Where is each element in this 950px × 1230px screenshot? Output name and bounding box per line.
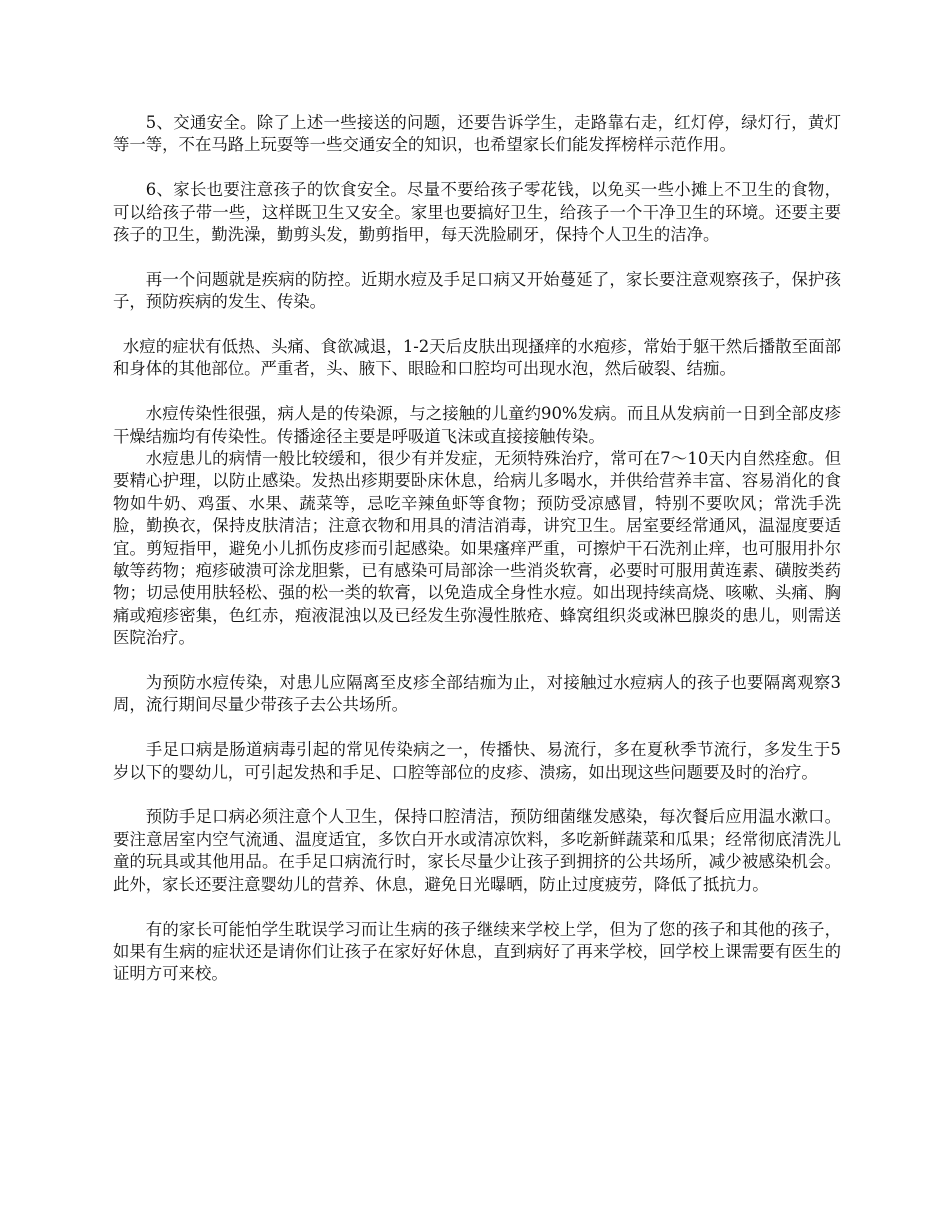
- paragraph-disease-control: 再一个问题就是疾病的防控。近期水痘及手足口病又开始蔓延了，家长要注意观察孩子，保护孩子，预防疾病的发生、传染。: [113, 269, 841, 312]
- document-page: [113, 112, 841, 1008]
- paragraph-food-safety: 6、家长也要注意孩子的饮食安全。尽量不要给孩子零花钱，以免买一些小摊上不卫生的食物，可以给孩子带一些，这样既卫生又安全。家里也要搞好卫生，给孩子一个干净卫生的环境。还要主要孩子的卫生，勤洗澡，勤剪头发，勤剪指甲，每天洗脸刷牙，保持个人卫生的洁净。: [113, 180, 841, 245]
- paragraph-chickenpox-symptoms: 水痘的症状有低热、头痛、食欲减退，1-2天后皮肤出现搔痒的水疱疹，常始于躯干然后播散至面部和身体的其他部位。严重者，头、腋下、眼睑和口腔均可出现水泡，然后破裂、结痂。: [113, 337, 841, 379]
- paragraph-chickenpox-prevention: 为预防水痘传染，对患儿应隔离至皮疹全部结痂为止，对接触过水痘病人的孩子也要隔离观察3周，流行期间尽量少带孩子去公共场所。: [113, 673, 841, 715]
- paragraph-hfmd-intro: 手足口病是肠道病毒引起的常见传染病之一，传播快、易流行，多在夏秋季节流行，多发生于5岁以下的婴幼儿，可引起发热和手足、口腔等部位的皮疹、溃疡，如出现这些问题要及时的治疗。: [113, 740, 841, 782]
- paragraph-chickenpox-contagion: 水痘传染性很强，病人是的传染源，与之接触的儿童约90%发病。而且从发病前一日到全部皮疹干燥结痂均有传染性。传播途径主要是呼吸道飞沫或直接接触传染。: [113, 404, 841, 446]
- paragraph-hfmd-prevention: 预防手足口病必须注意个人卫生，保持口腔清洁，预防细菌继发感染，每次餐后应用温水漱口。要注意居室内空气流通、温度适宜，多饮白开水或清凉饮料，多吃新鲜蔬菜和瓜果；经常彻底清洗儿童的玩具或其他用品。在手足口病流行时，家长尽量少让孩子到拥挤的公共场所，减少被感染机会。此外，家长还要注意婴幼儿的营养、休息，避免日光曝晒，防止过度疲劳，降低了抵抗力。: [113, 807, 841, 894]
- paragraph-traffic-safety: 5、交通安全。除了上述一些接送的问题，还要告诉学生，走路靠右走，红灯停，绿灯行，黄灯等一等，不在马路上玩耍等一些交通安全的知识，也希望家长们能发挥榜样示范作用。: [113, 113, 841, 155]
- paragraph-stay-home-notice: 有的家长可能怕学生耽误学习而让生病的孩子继续来学校上学，但为了您的孩子和其他的孩子，如果有生病的症状还是请你们让孩子在家好好休息，直到病好了再来学校，回学校上课需要有医生的证明方可来校。: [113, 919, 841, 984]
- paragraph-chickenpox-care: 水痘患儿的病情一般比较缓和，很少有并发症，无须特殊治疗，常可在7～10天内自然痊愈。但要精心护理，以防止感染。发热出疹期要卧床休息，给病儿多喝水，并供给营养丰富、容易消化的食物如牛奶、鸡蛋、水果、蔬菜等，忌吃辛辣鱼虾等食物；预防受凉感冒，特别不要吹风；常洗手洗脸，勤换衣，保持皮肤清洁；注意衣物和用具的清洁消毒，讲究卫生。居室要经常通风，温湿度要适宜。剪短指甲，避免小儿抓伤皮疹而引起感染。如果瘙痒严重，可擦炉干石洗剂止痒，也可服用扑尔敏等药物；疱疹破溃可涂龙胆紫，已有感染可局部涂一些消炎软膏，必要时可服用黄连素、磺胺类药物；切忌使用肤轻松、强的松一类的软膏，以免造成全身性水痘。如出现持续高烧、咳嗽、头痛、胸痛或疱疹密集，色红赤，疱液混浊以及已经发生弥漫性脓疮、蜂窝组织炎或淋巴腺炎的患儿，则需送医院治疗。: [113, 449, 841, 648]
